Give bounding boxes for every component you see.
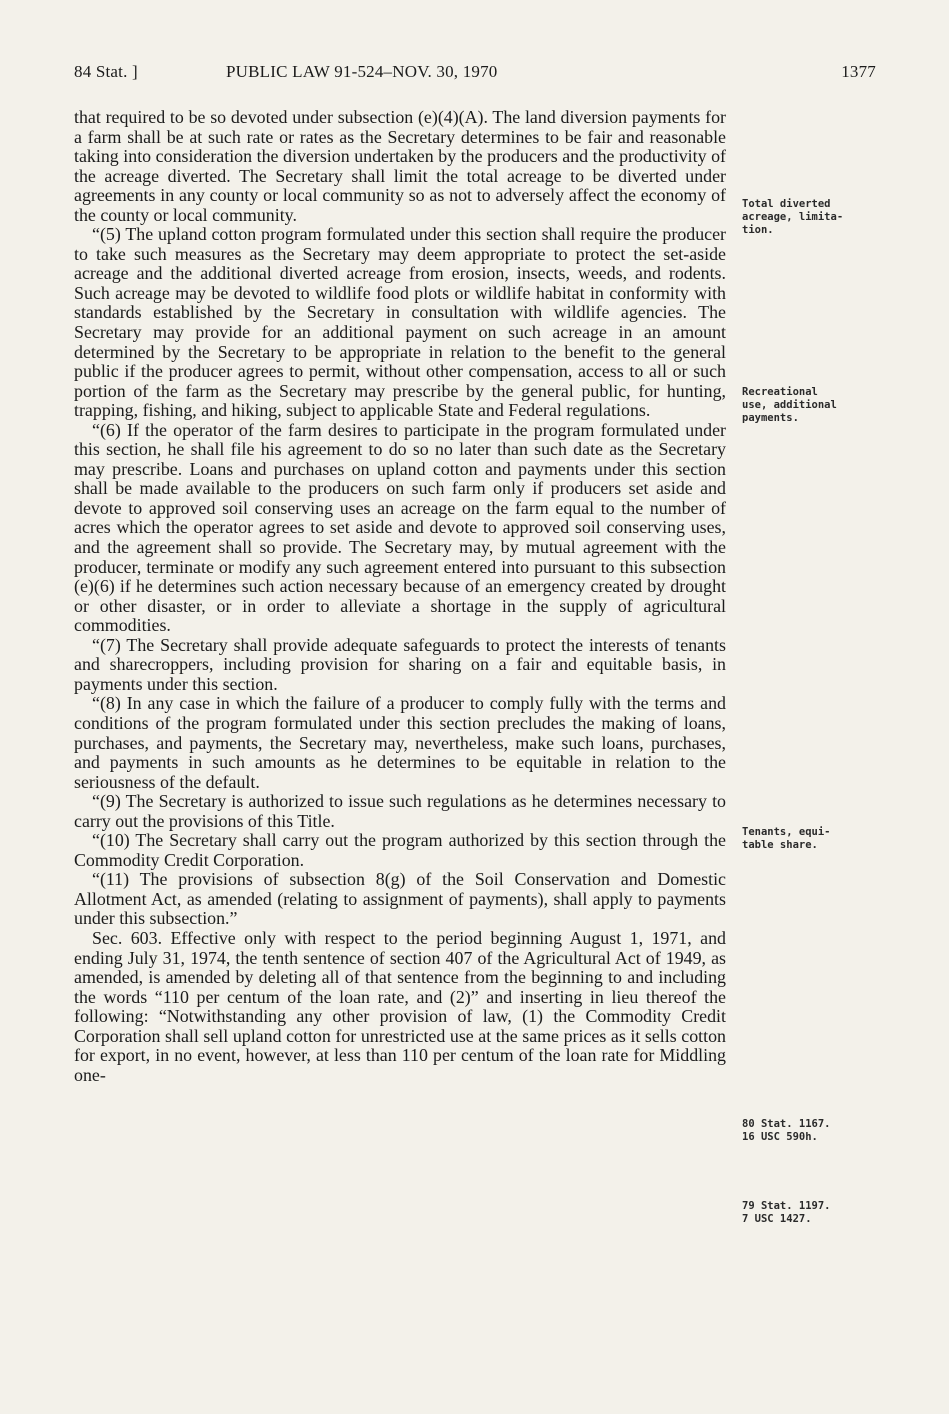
body-text [74, 108, 726, 1085]
paragraph-11: “(11) The provisions of subsection 8(g) of the Soil Conservation and Domestic Allotment Act, as amended (relating to assignment of payments), shall apply to payments under this subsection.” [74, 869, 726, 929]
paragraph-6: “(6) If the operator of the farm desires to participate in the program formulated under this section, he shall file his agreement to do so no later than such date as the Secretary may prescribe. Loans and purchases on upland cotton and payments under this section shall be made available to the producers on such farm only if producers set aside and devote to approved soil conserving uses an acreage on the farm equal to the number of acres which the operator agrees to set aside and devote to approved soil conserving uses, and the agreement shall so provide. The Secretary may, by mutual agreement with the producer, terminate or modify any such agreement entered into pursuant to this subsection (e)(6) if he determines such action necessary because of an emergency created by drought or other disaster, or in order to alleviate a shortage in the supply of agricultural commodities. [74, 419, 726, 636]
paragraph-5: “(5) The upland cotton program formulated under this section shall require the producer to take such measures as the Secretary may deem appropriate to protect the set-aside acreage and the additional diverted acreage from erosion, insects, weeds, and rodents. Such acreage may be devoted to wildlife food plots or wildlife habitat in conformity with standards established by the Secretary in consultation with wildlife agencies. The Secretary may provide for an additional payment on such acreage in an amount determined by the Secretary to be appropriate in relation to the benefit to the general public if the producer agrees to permit, without other compensation, access to all or such portion of the farm as the Secretary may prescribe by the general public, for hunting, trapping, fishing, and hiking, subject to applicable State and Federal regulations. [74, 224, 726, 421]
paragraph-7: “(7) The Secretary shall provide adequate safeguards to protect the interests of tenants and sharecroppers, including provision for sharing on a fair and equitable basis, in payments under this section. [74, 634, 726, 694]
margin-note-citation-79-stat: 79 Stat. 1197. 7 USC 1427. [742, 1200, 831, 1225]
page-title: PUBLIC LAW 91-524–NOV. 30, 1970 [226, 62, 498, 81]
page-number: 1377 [841, 62, 876, 81]
margin-note-tenants-share: Tenants, equi- table share. [742, 826, 831, 851]
margin-note-total-diverted-acreage: Total diverted acreage, limita- tion. [742, 198, 844, 236]
page-header [74, 62, 876, 86]
paragraph-8: “(8) In any case in which the failure of a producer to comply fully with the terms and conditions of the program formulated under this section precludes the making of loans, purchases, and payments, the Secretary may, nevertheless, make such loans, purchases, and payments in such amounts as he determines to be equitable in relation to the seriousness of the default. [74, 693, 726, 792]
section-603: Sec. 603. Effective only with respect to the period beginning August 1, 1971, and ending July 31, 1974, the tenth sentence of section 407 of the Agricultural Act of 1949, as amended, is amended by deleting all of that sentence from the beginning to and including the words “110 per centum of the loan rate, and (2)” and inserting in lieu thereof the following: “Notwithstanding any other provision of law, (1) the Commodity Credit Corporation shall sell upland cotton for unrestricted use at the same prices as it sells cotton for export, in no event, however, at less than 110 per centum of the loan rate for Middling one- [74, 927, 726, 1085]
margin-note-citation-80-stat: 80 Stat. 1167. 16 USC 590h. [742, 1118, 831, 1143]
statute-volume: 84 Stat. ] [74, 62, 138, 81]
paragraph-continuation: that required to be so devoted under subsection (e)(4)(A). The land diversion payments for a farm shall be at such rate or rates as the Secretary determines to be fair and reasonable taking into consideration the diversion undertaken by the producers and the productivity of the acreage diverted. The Secretary shall limit the total acreage to be diverted under agreements in any county or local community so as not to adversely affect the economy of the county or local community. [74, 107, 726, 225]
margin-note-recreational-use: Recreational use, additional payments. [742, 386, 837, 424]
paragraph-9: “(9) The Secretary is authorized to issue such regulations as he determines necessary to carry out the provisions of this Title. [74, 791, 726, 831]
paragraph-10: “(10) The Secretary shall carry out the program authorized by this section through the Commodity Credit Corporation. [74, 830, 726, 870]
